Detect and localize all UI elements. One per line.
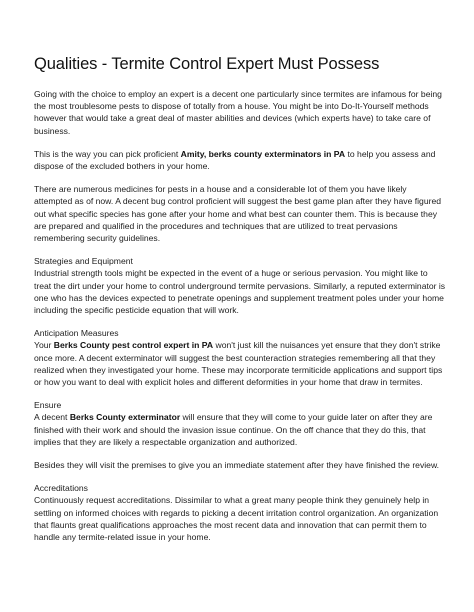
- anticipation-section: [34, 327, 446, 388]
- page-title: Qualities - Termite Control Expert Must Possess: [34, 55, 380, 73]
- anticipation-text-after: won't just kill the nuisances yet ensure that they don't strike once more. A decent exterminator will suggest the best counteraction strategies remembering all that they realized when they investigated your home. These may incorporate termiticide applications and support tips or how you want to deal with explicit holes and different deformities in your home that draw in termites.: [34, 340, 443, 388]
- besides-paragraph: Besides they will visit the premises to give you an immediate statement after they have finished the review.: [34, 460, 440, 471]
- accreditations-heading: Accreditations: [34, 483, 88, 494]
- medicines-paragraph: There are numerous medicines for pests in a house and a considerable lot of them you have likely attempted as of now. A decent bug control proficient will suggest the best game plan after they have figured out what specific species has gone after your home and what best can counter them. This is because they are prepared and qualified in the procedures and techniques that are utilized to treat pervasions remembering security guidelines.: [34, 184, 442, 244]
- exterminator-keyword: Berks County exterminator: [69, 412, 181, 423]
- strategies-heading: Strategies and Equipment: [34, 256, 133, 267]
- ensure-text-before: A decent: [34, 412, 70, 423]
- strategies-text: Industrial strength tools might be expected in the event of a huge or serious pervasion. You might like to treat the dirt under your home to control underground termite pervasions. Similarly, a reputed exterminator is one who has the devices expected to penetrate openings and supplement treatment poles under your home including the specific pesticide equation that will work.: [34, 268, 446, 316]
- ensure-text-after: will ensure that they will come to your guide later on after they are finished with their work and should the invasion issue continue. On the off chance that they do this, that implies that they are likely a respectable organization and authorized.: [34, 412, 433, 447]
- amity-text-before: This is the way you can pick proficient: [34, 148, 181, 159]
- document-page: [34, 54, 446, 554]
- anticipation-heading: Anticipation Measures: [34, 328, 119, 339]
- intro-paragraph: Going with the choice to employ an expert is a decent one particularly since termites are infamous for being the most troublesome pests to dispose of totally from a house. You might be into Do-It-Yourself methods however that would take a great deal of master abilities and devices (which experts have) to take care of business.: [34, 89, 442, 136]
- amity-keyword: Amity, berks county exterminators in PA: [180, 148, 346, 159]
- ensure-heading: Ensure: [34, 400, 62, 411]
- anticipation-text-before: Your: [34, 340, 54, 351]
- strategies-section: [34, 255, 446, 316]
- pest-control-keyword: Berks County pest control expert in PA: [53, 340, 214, 351]
- ensure-section: [34, 399, 446, 448]
- amity-text-after: to help you assess and dispose of the excluded bothers in your home.: [34, 148, 436, 172]
- accreditations-section: [34, 482, 446, 543]
- accreditations-text: Continuously request accreditations. Dissimilar to what a great many people think they genuinely help in settling on informed choices with regards to picking a decent irritation control organization. An organization that flaunts great qualifications approaches the most recent data and innovation that can permit them to handle any termite-related issue in your home.: [34, 495, 439, 543]
- amity-paragraph: [34, 148, 446, 172]
